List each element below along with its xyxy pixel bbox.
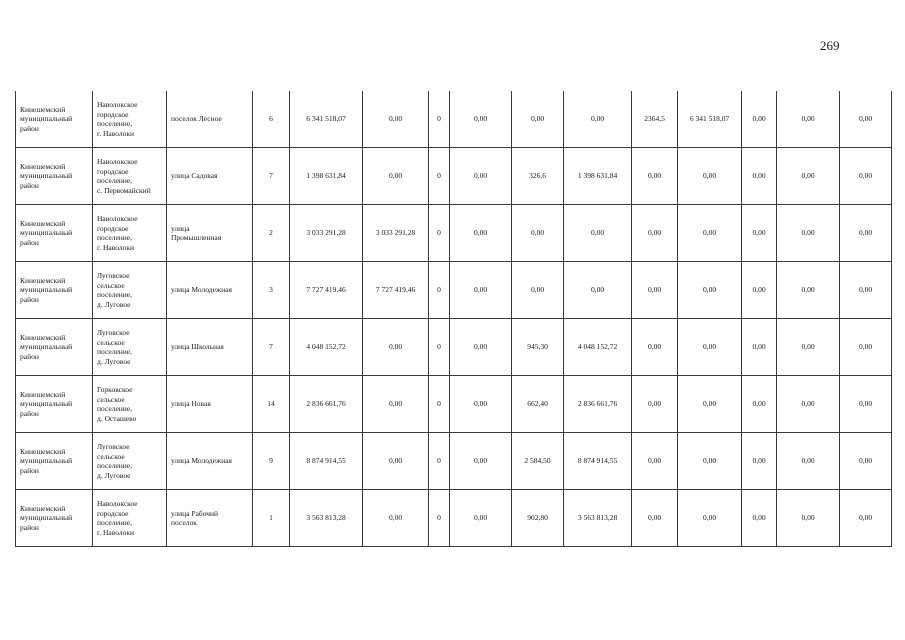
- street-cell: улица Молодежная: [167, 433, 253, 490]
- amount-4-cell: 6 341 518,07: [678, 91, 742, 148]
- amount-3-cell: 0,00: [564, 262, 632, 319]
- count-cell: 7: [253, 148, 290, 205]
- count-cell: 2: [253, 205, 290, 262]
- value-cell: 0,00: [450, 433, 512, 490]
- amount-3-cell: 1 398 631,84: [564, 148, 632, 205]
- value-2-cell: 0,00: [632, 490, 678, 547]
- street-cell: улица Молодежная: [167, 262, 253, 319]
- table-row: [16, 262, 892, 319]
- area-cell: 0,00: [512, 205, 564, 262]
- count-cell: 3: [253, 262, 290, 319]
- value-4-cell: 0,00: [777, 433, 840, 490]
- amount-2-cell: 7 727 419,46: [363, 262, 429, 319]
- data-table: [15, 91, 892, 547]
- district-cell: Кинешемский муниципальный район: [16, 148, 93, 205]
- value-4-cell: 0,00: [777, 205, 840, 262]
- amount-3-cell: 8 874 914,55: [564, 433, 632, 490]
- zero-cell: 0: [429, 205, 450, 262]
- amount-3-cell: 0,00: [564, 91, 632, 148]
- amount-2-cell: 0,00: [363, 490, 429, 547]
- value-3-cell: 0,00: [742, 148, 777, 205]
- amount-3-cell: 3 563 813,28: [564, 490, 632, 547]
- value-4-cell: 0,00: [777, 91, 840, 148]
- value-3-cell: 0,00: [742, 91, 777, 148]
- amount-4-cell: 0,00: [678, 490, 742, 547]
- area-cell: 902,80: [512, 490, 564, 547]
- amount-3-cell: 2 836 661,76: [564, 376, 632, 433]
- settlement-cell: Горковское сельское поселение, д. Осташево: [93, 376, 167, 433]
- amount-4-cell: 0,00: [678, 148, 742, 205]
- amount-cell: 7 727 419,46: [290, 262, 363, 319]
- amount-4-cell: 0,00: [678, 262, 742, 319]
- value-3-cell: 0,00: [742, 262, 777, 319]
- zero-cell: 0: [429, 490, 450, 547]
- settlement-cell: Наволокское городское поселение, г. Наволоки: [93, 205, 167, 262]
- street-cell: улица Новая: [167, 376, 253, 433]
- value-2-cell: 0,00: [632, 205, 678, 262]
- value-5-cell: 0,00: [840, 205, 892, 262]
- value-3-cell: 0,00: [742, 433, 777, 490]
- zero-cell: 0: [429, 262, 450, 319]
- amount-2-cell: 0,00: [363, 148, 429, 205]
- value-3-cell: 0,00: [742, 376, 777, 433]
- count-cell: 7: [253, 319, 290, 376]
- zero-cell: 0: [429, 319, 450, 376]
- count-cell: 9: [253, 433, 290, 490]
- street-cell: улица Промышленная: [167, 205, 253, 262]
- district-cell: Кинешемский муниципальный район: [16, 376, 93, 433]
- amount-cell: 6 341 518,07: [290, 91, 363, 148]
- amount-4-cell: 0,00: [678, 433, 742, 490]
- value-2-cell: 0,00: [632, 433, 678, 490]
- amount-2-cell: 0,00: [363, 433, 429, 490]
- table-row: [16, 319, 892, 376]
- zero-cell: 0: [429, 91, 450, 148]
- value-5-cell: 0,00: [840, 148, 892, 205]
- value-2-cell: 2364,5: [632, 91, 678, 148]
- value-5-cell: 0,00: [840, 490, 892, 547]
- district-cell: Кинешемский муниципальный район: [16, 262, 93, 319]
- table-row: [16, 91, 892, 148]
- settlement-cell: Луговское сельское поселение, д. Луговое: [93, 262, 167, 319]
- value-5-cell: 0,00: [840, 319, 892, 376]
- area-cell: 0,00: [512, 262, 564, 319]
- settlement-cell: Наволокское городское поселение, г. Наволоки: [93, 490, 167, 547]
- value-cell: 0,00: [450, 319, 512, 376]
- count-cell: 1: [253, 490, 290, 547]
- value-4-cell: 0,00: [777, 376, 840, 433]
- amount-cell: 4 048 152,72: [290, 319, 363, 376]
- area-cell: 945,30: [512, 319, 564, 376]
- amount-2-cell: 0,00: [363, 91, 429, 148]
- street-cell: улица Садовая: [167, 148, 253, 205]
- zero-cell: 0: [429, 376, 450, 433]
- value-5-cell: 0,00: [840, 433, 892, 490]
- value-4-cell: 0,00: [777, 262, 840, 319]
- settlement-cell: Луговское сельское поселение, д. Луговое: [93, 433, 167, 490]
- table-row: [16, 148, 892, 205]
- district-cell: Кинешемский муниципальный район: [16, 319, 93, 376]
- value-cell: 0,00: [450, 91, 512, 148]
- value-2-cell: 0,00: [632, 376, 678, 433]
- amount-2-cell: 0,00: [363, 376, 429, 433]
- value-4-cell: 0,00: [777, 319, 840, 376]
- area-cell: 2 584,50: [512, 433, 564, 490]
- area-cell: 326,6: [512, 148, 564, 205]
- value-2-cell: 0,00: [632, 262, 678, 319]
- district-cell: Кинешемский муниципальный район: [16, 91, 93, 148]
- amount-3-cell: 4 048 152,72: [564, 319, 632, 376]
- value-cell: 0,00: [450, 205, 512, 262]
- amount-cell: 3 033 291,28: [290, 205, 363, 262]
- value-3-cell: 0,00: [742, 319, 777, 376]
- amount-4-cell: 0,00: [678, 376, 742, 433]
- amount-3-cell: 0,00: [564, 205, 632, 262]
- amount-cell: 1 398 631,84: [290, 148, 363, 205]
- zero-cell: 0: [429, 148, 450, 205]
- value-4-cell: 0,00: [777, 490, 840, 547]
- amount-cell: 2 836 661,76: [290, 376, 363, 433]
- amount-cell: 3 563 813,28: [290, 490, 363, 547]
- table-row: [16, 490, 892, 547]
- value-3-cell: 0,00: [742, 490, 777, 547]
- value-5-cell: 0,00: [840, 262, 892, 319]
- value-cell: 0,00: [450, 490, 512, 547]
- area-cell: 0,00: [512, 91, 564, 148]
- value-5-cell: 0,00: [840, 91, 892, 148]
- value-2-cell: 0,00: [632, 319, 678, 376]
- page-number: 269: [820, 38, 840, 53]
- value-cell: 0,00: [450, 262, 512, 319]
- value-cell: 0,00: [450, 148, 512, 205]
- street-cell: поселок Лесное: [167, 91, 253, 148]
- table-row: [16, 205, 892, 262]
- table-row: [16, 376, 892, 433]
- district-cell: Кинешемский муниципальный район: [16, 205, 93, 262]
- value-2-cell: 0,00: [632, 148, 678, 205]
- amount-cell: 8 874 914,55: [290, 433, 363, 490]
- value-5-cell: 0,00: [840, 376, 892, 433]
- amount-2-cell: 3 033 291,28: [363, 205, 429, 262]
- street-cell: улица Школьная: [167, 319, 253, 376]
- settlement-cell: Луговское сельское поселение, д. Луговое: [93, 319, 167, 376]
- zero-cell: 0: [429, 433, 450, 490]
- value-3-cell: 0,00: [742, 205, 777, 262]
- district-cell: Кинешемский муниципальный район: [16, 433, 93, 490]
- table-row: [16, 433, 892, 490]
- amount-4-cell: 0,00: [678, 205, 742, 262]
- street-cell: улица Рабочий поселок: [167, 490, 253, 547]
- settlement-cell: Наволокское городское поселение, г. Наволоки: [93, 91, 167, 148]
- value-cell: 0,00: [450, 376, 512, 433]
- count-cell: 14: [253, 376, 290, 433]
- settlement-cell: Наволокское городское поселение, с. Первомайский: [93, 148, 167, 205]
- amount-2-cell: 0,00: [363, 319, 429, 376]
- count-cell: 6: [253, 91, 290, 148]
- district-cell: Кинешемский муниципальный район: [16, 490, 93, 547]
- area-cell: 662,40: [512, 376, 564, 433]
- amount-4-cell: 0,00: [678, 319, 742, 376]
- value-4-cell: 0,00: [777, 148, 840, 205]
